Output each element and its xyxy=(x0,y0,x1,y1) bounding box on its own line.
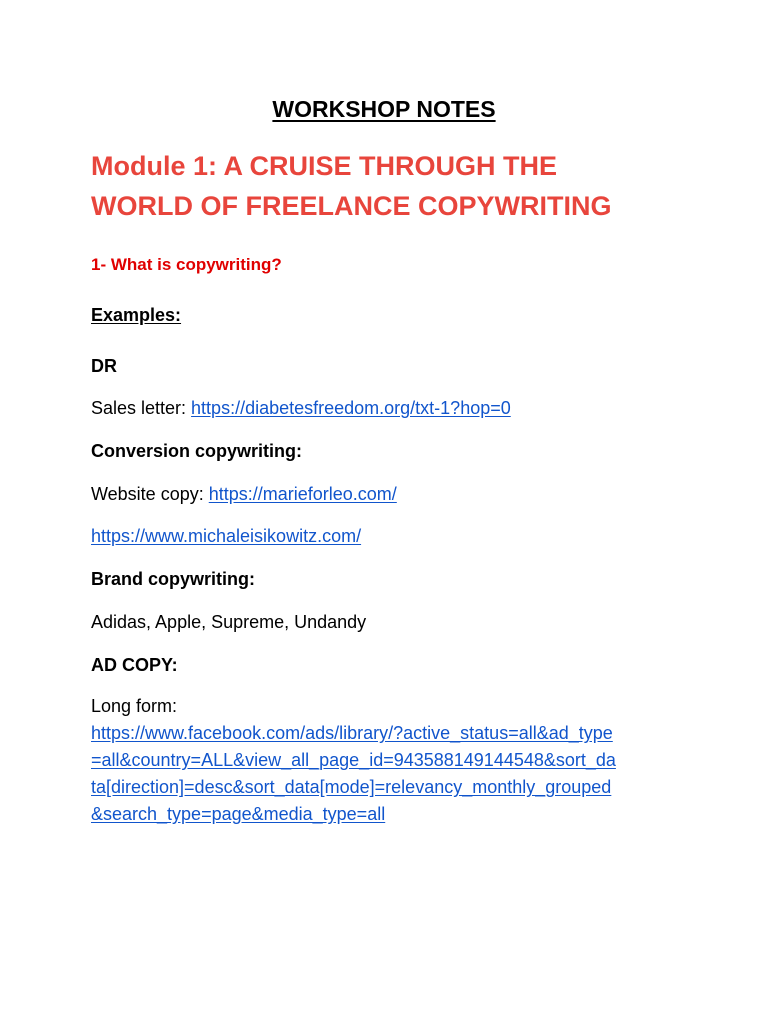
sales-letter-line xyxy=(91,394,511,422)
website-copy-link[interactable]: https://marieforleo.com/ xyxy=(208,484,397,504)
long-form-label: Long form: xyxy=(91,696,178,716)
module-heading-line-2: WORLD OF FREELANCE COPYWRITING xyxy=(91,191,612,221)
long-form-link-line-4[interactable]: &search_type=page&media_type=all xyxy=(91,804,386,824)
website-copy-line xyxy=(91,480,397,508)
question-heading: 1- What is copywriting? xyxy=(91,255,282,274)
website-copy-label: Website copy: xyxy=(91,484,209,504)
sales-letter-label: Sales letter: xyxy=(91,398,192,418)
long-form-link-line-1[interactable]: https://www.facebook.com/ads/library/?active_status=all&ad_type xyxy=(91,723,613,743)
ad-copy-heading: AD COPY: xyxy=(91,655,178,675)
long-form-link-line-3[interactable]: ta[direction]=desc&sort_data[mode]=relevancy_monthly_grouped xyxy=(91,777,612,797)
second-link-line xyxy=(91,522,361,550)
conversion-heading: Conversion copywriting: xyxy=(91,441,303,461)
module-heading-line-1: Module 1: A CRUISE THROUGH THE xyxy=(91,151,558,181)
page-title: WORKSHOP NOTES xyxy=(272,96,496,122)
dr-heading: DR xyxy=(91,356,117,376)
brand-heading: Brand copywriting: xyxy=(91,569,256,589)
long-form-link-line-2[interactable]: =all&country=ALL&view_all_page_id=943588149144548&sort_da xyxy=(91,750,616,770)
module-heading xyxy=(91,146,731,226)
brand-list: Adidas, Apple, Supreme, Undandy xyxy=(91,612,367,632)
michaleisikowitz-link[interactable]: https://www.michaleisikowitz.com/ xyxy=(91,526,362,546)
sales-letter-link[interactable]: https://diabetesfreedom.org/txt-1?hop=0 xyxy=(191,398,511,418)
long-form-block xyxy=(91,693,691,828)
examples-label: Examples: xyxy=(91,305,182,325)
